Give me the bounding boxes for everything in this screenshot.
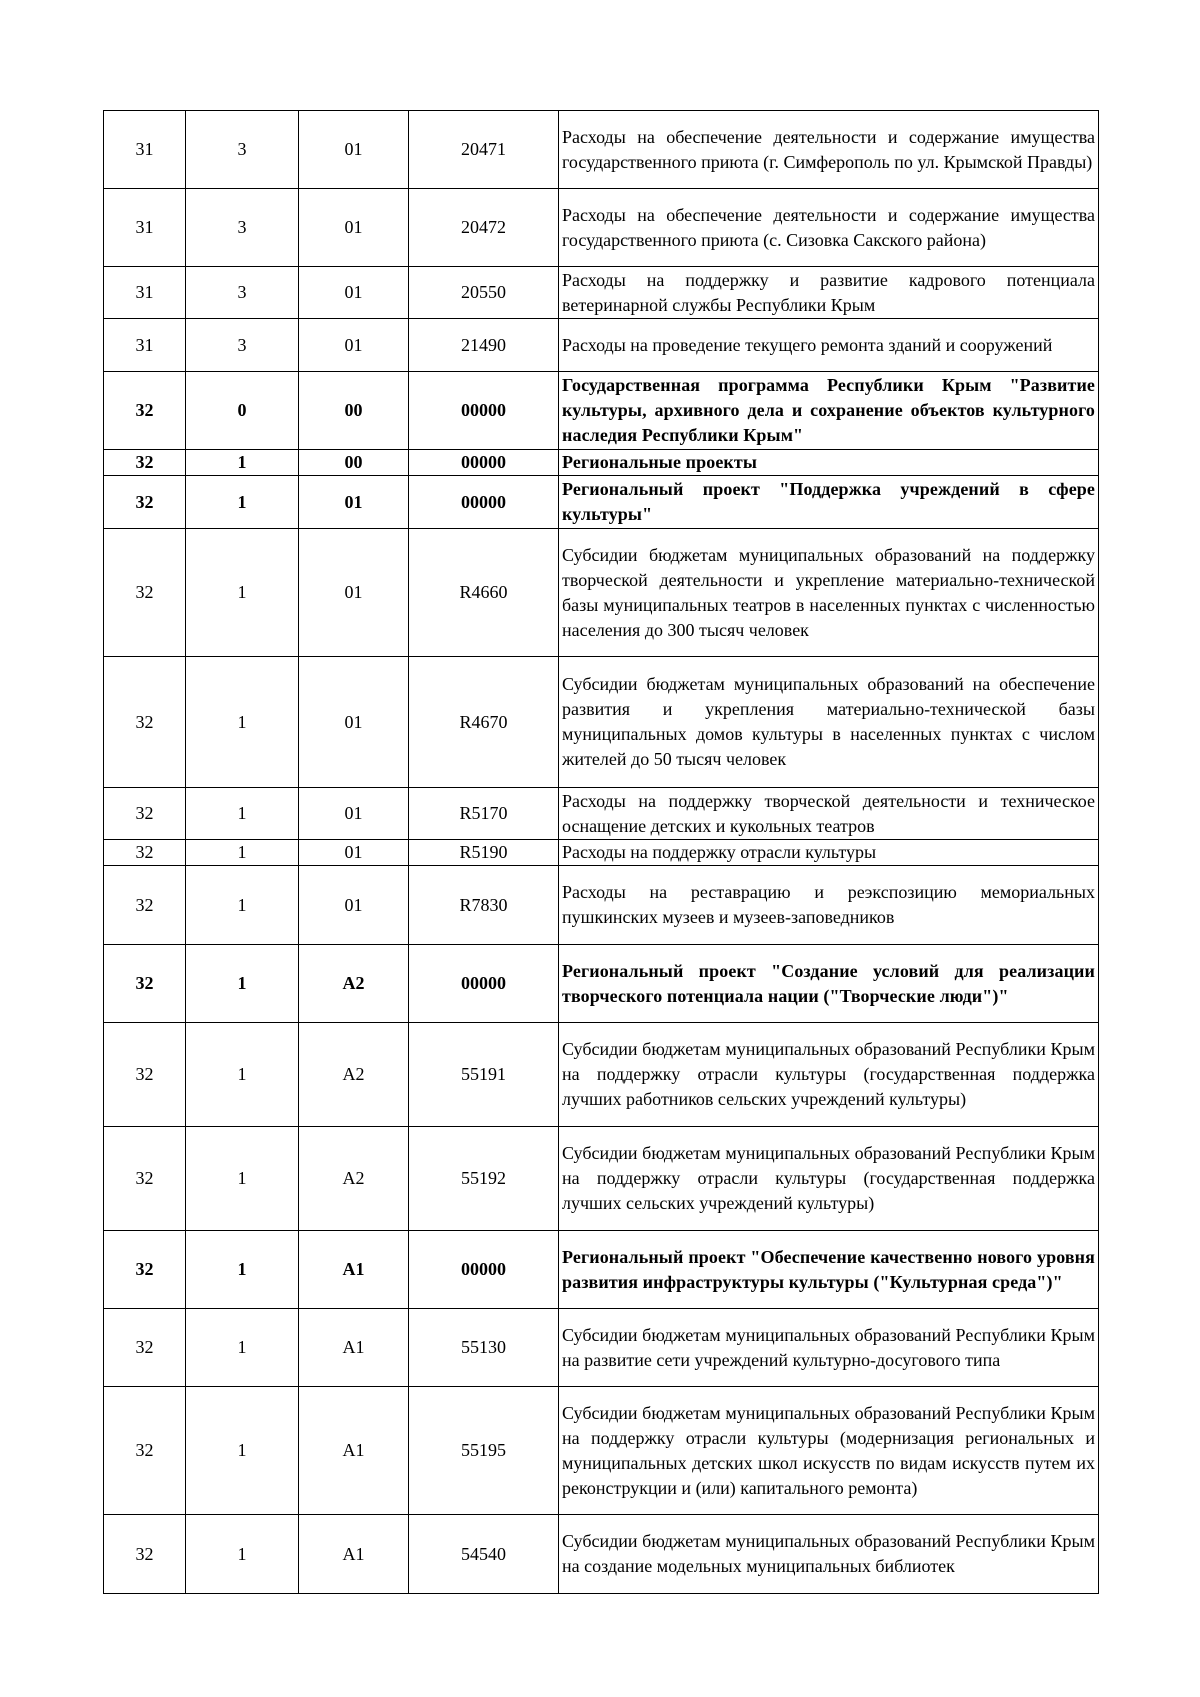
direction-code-cell: 00000 — [409, 945, 559, 1023]
direction-code-cell: 20471 — [409, 111, 559, 189]
main-event-code-cell: 01 — [299, 866, 409, 945]
direction-code-cell: 00000 — [409, 450, 559, 476]
direction-code-cell: R4660 — [409, 529, 559, 657]
direction-code-cell: 00000 — [409, 1231, 559, 1309]
description-cell: Субсидии бюджетам муниципальных образований Республики Крым на развитие сети учреждений культурно-досугового типа — [559, 1309, 1099, 1387]
main-event-code-cell: А1 — [299, 1309, 409, 1387]
table-row — [104, 372, 1099, 450]
subprogram-code-cell: 1 — [186, 476, 299, 529]
main-event-code-cell: 01 — [299, 189, 409, 267]
description-cell: Субсидии бюджетам муниципальных образований Республики Крым на создание модельных муниципальных библиотек — [559, 1515, 1099, 1594]
main-event-code-cell: А2 — [299, 1127, 409, 1231]
description-cell: Субсидии бюджетам муниципальных образований на обеспечение развития и укрепления материально-технической базы муниципальных домов культуры в населенных пунктах с числом жителей до 50 тысяч человек — [559, 657, 1099, 788]
direction-code-cell: 54540 — [409, 1515, 559, 1594]
main-event-code-cell: А2 — [299, 1023, 409, 1127]
subprogram-code-cell: 1 — [186, 1387, 299, 1515]
main-event-code-cell: 01 — [299, 529, 409, 657]
program-code-cell: 31 — [104, 319, 186, 372]
description-cell: Региональный проект "Поддержка учреждений в сфере культуры" — [559, 476, 1099, 529]
description-cell: Государственная программа Республики Крым "Развитие культуры, архивного дела и сохранение объектов культурного наследия Республики Крым" — [559, 372, 1099, 450]
main-event-code-cell: 00 — [299, 450, 409, 476]
table-row — [104, 866, 1099, 945]
description-cell: Расходы на обеспечение деятельности и содержание имущества государственного приюта (с. Сизовка Сакского района) — [559, 189, 1099, 267]
description-cell: Расходы на реставрацию и реэкспозицию мемориальных пушкинских музеев и музеев-заповедников — [559, 866, 1099, 945]
subprogram-code-cell: 1 — [186, 1309, 299, 1387]
direction-code-cell: R4670 — [409, 657, 559, 788]
main-event-code-cell: А2 — [299, 945, 409, 1023]
subprogram-code-cell: 1 — [186, 1023, 299, 1127]
direction-code-cell: 55195 — [409, 1387, 559, 1515]
description-cell: Субсидии бюджетам муниципальных образований Республики Крым на поддержку отрасли культуры (государственная поддержка лучших работников сельских учреждений культуры) — [559, 1023, 1099, 1127]
main-event-code-cell: 01 — [299, 788, 409, 840]
program-code-cell: 32 — [104, 866, 186, 945]
table-row — [104, 267, 1099, 319]
direction-code-cell: 20472 — [409, 189, 559, 267]
main-event-code-cell: 01 — [299, 476, 409, 529]
table-row — [104, 1309, 1099, 1387]
table-row — [104, 1023, 1099, 1127]
subprogram-code-cell: 1 — [186, 450, 299, 476]
subprogram-code-cell: 3 — [186, 189, 299, 267]
main-event-code-cell: А1 — [299, 1231, 409, 1309]
description-cell: Субсидии бюджетам муниципальных образований Республики Крым на поддержку отрасли культуры (модернизация региональных и муниципальных детских школ искусств по видам искусств путем их реконструкции и (или) капитального ремонта) — [559, 1387, 1099, 1515]
subprogram-code-cell: 1 — [186, 945, 299, 1023]
main-event-code-cell: 01 — [299, 840, 409, 866]
table-row — [104, 319, 1099, 372]
description-cell: Субсидии бюджетам муниципальных образований на поддержку творческой деятельности и укрепление материально-технической базы муниципальных театров в населенных пунктах с численностью населения до 300 тысяч человек — [559, 529, 1099, 657]
program-code-cell: 32 — [104, 1387, 186, 1515]
subprogram-code-cell: 3 — [186, 111, 299, 189]
program-code-cell: 32 — [104, 657, 186, 788]
description-cell: Региональный проект "Обеспечение качественно нового уровня развития инфраструктуры культуры ("Культурная среда")" — [559, 1231, 1099, 1309]
main-event-code-cell: 01 — [299, 267, 409, 319]
direction-code-cell: 00000 — [409, 476, 559, 529]
main-event-code-cell: А1 — [299, 1387, 409, 1515]
description-cell: Расходы на поддержку творческой деятельности и техническое оснащение детских и кукольных театров — [559, 788, 1099, 840]
subprogram-code-cell: 0 — [186, 372, 299, 450]
description-cell: Расходы на проведение текущего ремонта зданий и сооружений — [559, 319, 1099, 372]
subprogram-code-cell: 3 — [186, 319, 299, 372]
program-code-cell: 32 — [104, 372, 186, 450]
description-cell: Субсидии бюджетам муниципальных образований Республики Крым на поддержку отрасли культуры (государственная поддержка лучших сельских учреждений культуры) — [559, 1127, 1099, 1231]
direction-code-cell: 21490 — [409, 319, 559, 372]
table-row — [104, 788, 1099, 840]
main-event-code-cell: А1 — [299, 1515, 409, 1594]
table-row — [104, 476, 1099, 529]
subprogram-code-cell: 3 — [186, 267, 299, 319]
table-row — [104, 945, 1099, 1023]
direction-code-cell: R7830 — [409, 866, 559, 945]
main-event-code-cell: 01 — [299, 657, 409, 788]
table-row — [104, 1515, 1099, 1594]
direction-code-cell: 20550 — [409, 267, 559, 319]
program-code-cell: 32 — [104, 1127, 186, 1231]
description-cell: Расходы на обеспечение деятельности и содержание имущества государственного приюта (г. Симферополь по ул. Крымской Правды) — [559, 111, 1099, 189]
program-code-cell: 32 — [104, 450, 186, 476]
direction-code-cell: 00000 — [409, 372, 559, 450]
subprogram-code-cell: 1 — [186, 866, 299, 945]
subprogram-code-cell: 1 — [186, 788, 299, 840]
budget-table — [103, 110, 1099, 1594]
direction-code-cell: R5170 — [409, 788, 559, 840]
description-cell: Региональные проекты — [559, 450, 1099, 476]
subprogram-code-cell: 1 — [186, 657, 299, 788]
program-code-cell: 32 — [104, 529, 186, 657]
program-code-cell: 32 — [104, 1023, 186, 1127]
table-row — [104, 1127, 1099, 1231]
program-code-cell: 31 — [104, 111, 186, 189]
budget-table-body — [104, 111, 1099, 1594]
table-row — [104, 450, 1099, 476]
program-code-cell: 32 — [104, 476, 186, 529]
table-row — [104, 657, 1099, 788]
main-event-code-cell: 00 — [299, 372, 409, 450]
main-event-code-cell: 01 — [299, 319, 409, 372]
program-code-cell: 31 — [104, 189, 186, 267]
direction-code-cell: 55191 — [409, 1023, 559, 1127]
program-code-cell: 32 — [104, 945, 186, 1023]
description-cell: Региональный проект "Создание условий для реализации творческого потенциала нации ("Творческие люди")" — [559, 945, 1099, 1023]
direction-code-cell: R5190 — [409, 840, 559, 866]
program-code-cell: 32 — [104, 1309, 186, 1387]
table-row — [104, 189, 1099, 267]
program-code-cell: 31 — [104, 267, 186, 319]
program-code-cell: 32 — [104, 1515, 186, 1594]
subprogram-code-cell: 1 — [186, 1231, 299, 1309]
direction-code-cell: 55192 — [409, 1127, 559, 1231]
description-cell: Расходы на поддержку и развитие кадрового потенциала ветеринарной службы Республики Крым — [559, 267, 1099, 319]
table-row — [104, 1387, 1099, 1515]
main-event-code-cell: 01 — [299, 111, 409, 189]
table-row — [104, 1231, 1099, 1309]
program-code-cell: 32 — [104, 1231, 186, 1309]
subprogram-code-cell: 1 — [186, 1127, 299, 1231]
direction-code-cell: 55130 — [409, 1309, 559, 1387]
subprogram-code-cell: 1 — [186, 1515, 299, 1594]
table-row — [104, 111, 1099, 189]
table-row — [104, 840, 1099, 866]
subprogram-code-cell: 1 — [186, 529, 299, 657]
program-code-cell: 32 — [104, 840, 186, 866]
program-code-cell: 32 — [104, 788, 186, 840]
subprogram-code-cell: 1 — [186, 840, 299, 866]
table-row — [104, 529, 1099, 657]
description-cell: Расходы на поддержку отрасли культуры — [559, 840, 1099, 866]
